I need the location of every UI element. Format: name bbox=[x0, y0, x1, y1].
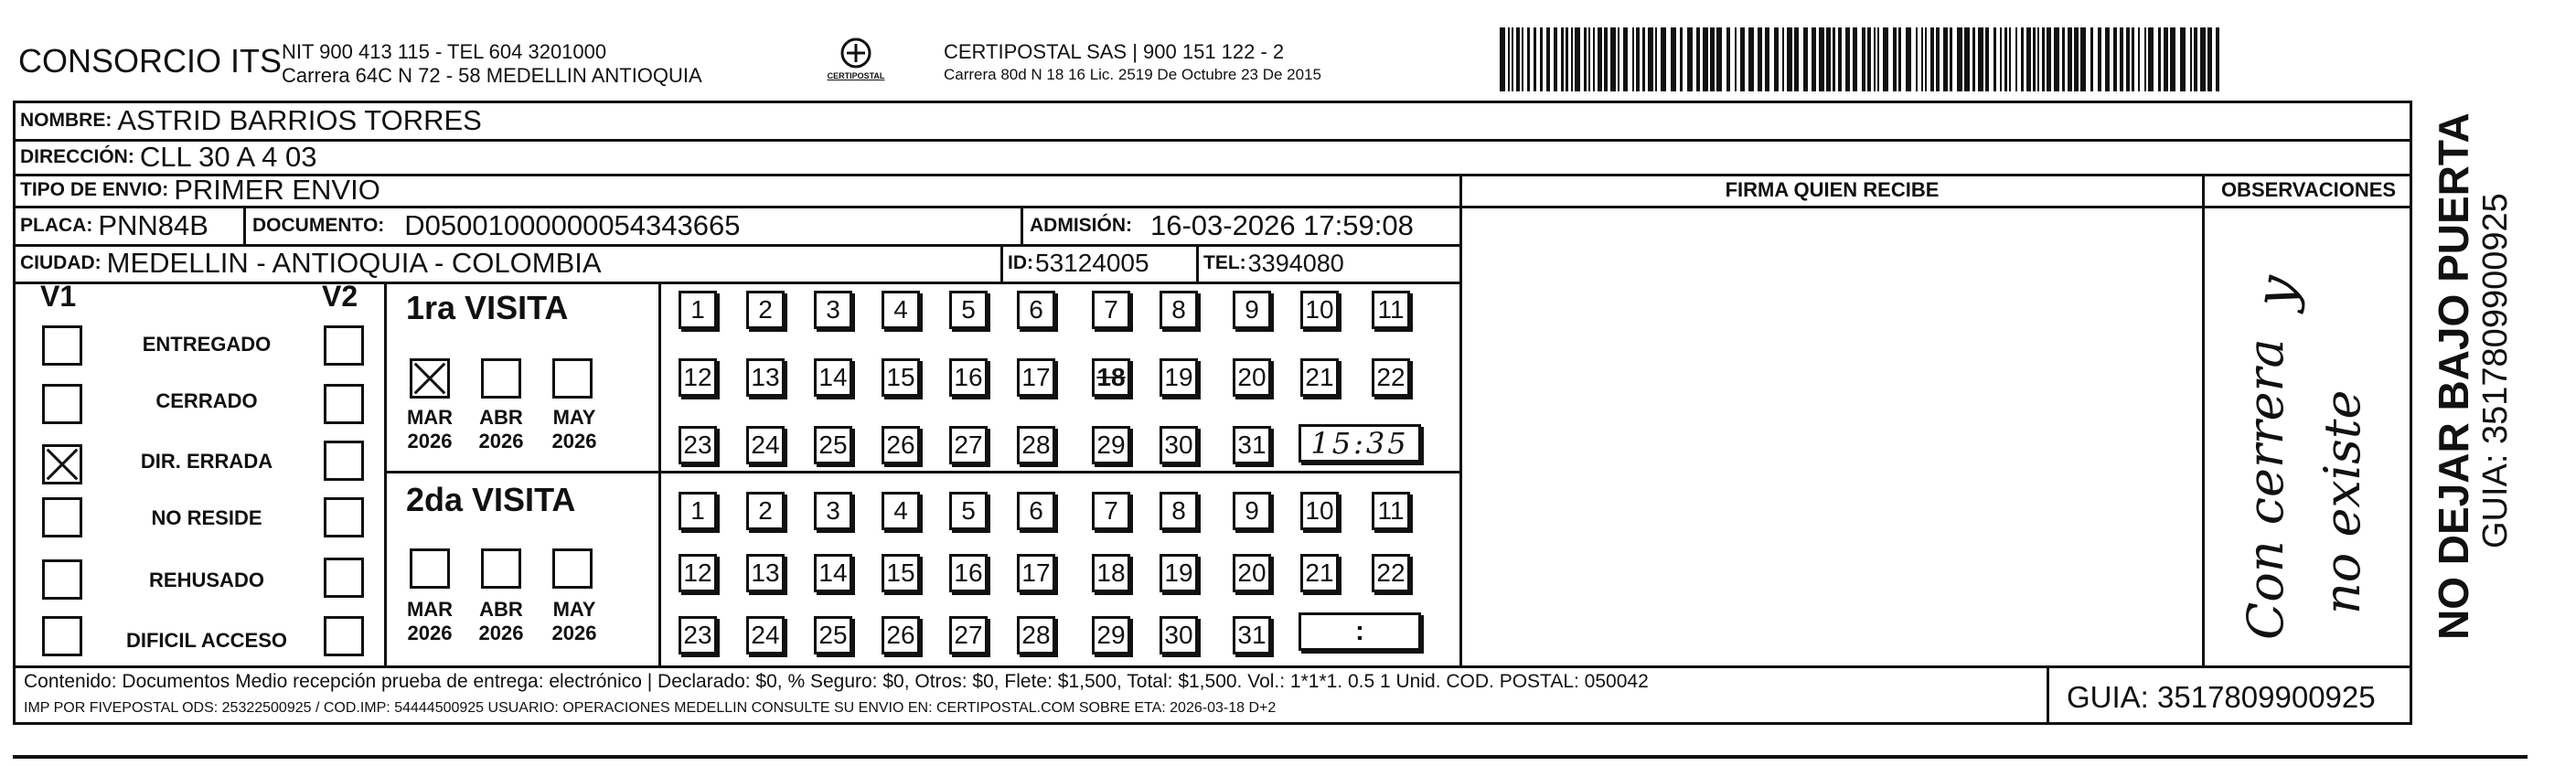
visit2-day-12[interactable]: 12 bbox=[679, 554, 717, 592]
barcode-bar bbox=[1588, 27, 1590, 91]
barcode-bar bbox=[2026, 27, 2031, 91]
tipo-envio-value: PRIMER ENVIO bbox=[174, 174, 380, 206]
visit1-time-box[interactable] bbox=[1299, 424, 1421, 463]
visit2-time-value: : bbox=[1355, 616, 1364, 646]
barcode-bar bbox=[1500, 27, 1505, 91]
barcode-bar bbox=[1867, 27, 1871, 91]
barcode-bar bbox=[1936, 27, 1940, 91]
barcode-bar bbox=[1964, 27, 1970, 91]
barcode-bar bbox=[2033, 27, 2036, 91]
barcode-bar bbox=[1593, 27, 1595, 91]
logo-text: CERTIPOSTAL bbox=[827, 71, 885, 80]
visit2-day-23[interactable]: 23 bbox=[679, 616, 717, 654]
barcode-bar bbox=[2054, 27, 2059, 91]
barcode-bar bbox=[1655, 27, 1657, 91]
visit1-day-11[interactable]: 11 bbox=[1372, 291, 1410, 329]
barcode-bar bbox=[1874, 27, 1876, 91]
visit2-day-17[interactable]: 17 bbox=[1017, 554, 1055, 592]
observaciones-header: OBSERVACIONES bbox=[2220, 178, 2397, 201]
v2-checkbox-entregado[interactable] bbox=[324, 325, 364, 366]
observaciones-handwritten-line2: no existe bbox=[2314, 389, 2371, 614]
barcode-bar bbox=[1993, 27, 1996, 91]
barcode-bar bbox=[2200, 27, 2206, 91]
barcode-bar bbox=[2009, 27, 2011, 91]
barcode-bar bbox=[1696, 27, 1700, 91]
barcode-bar bbox=[2113, 27, 2117, 91]
barcode-bar bbox=[1972, 27, 1975, 91]
barcode-bar bbox=[2164, 27, 2168, 91]
carrier-address-line: Carrera 80d N 18 16 Lic. 2519 De Octubre 23 De 2015 bbox=[944, 66, 1321, 83]
visit2-month-abr-checkbox[interactable] bbox=[481, 548, 521, 589]
barcode-bar bbox=[1916, 27, 1918, 91]
barcode-bar bbox=[2144, 27, 2146, 91]
barcode-bar bbox=[1710, 27, 1715, 91]
barcode-bar bbox=[1812, 27, 1816, 91]
barcode-bar bbox=[1618, 27, 1619, 91]
v1-checkbox-cerrado[interactable] bbox=[42, 384, 82, 424]
barcode-bar bbox=[1527, 27, 1530, 91]
v2-checkbox-no-reside[interactable] bbox=[324, 497, 364, 537]
visit1-day-25[interactable]: 25 bbox=[814, 426, 852, 464]
barcode-bar bbox=[1787, 27, 1792, 91]
status-cerrado: CERRADO bbox=[155, 389, 258, 412]
barcode-bar bbox=[2080, 27, 2086, 91]
footer-print-line: IMP POR FIVEPOSTAL ODS: 25322500925 / COD.IMP: 54444500925 USUARIO: OPERACIONES MEDELLIN CONSULTE SU ENVIO EN: CERTIPOSTAL.COM SOBRE ETA: 2026-03-18 D+2 bbox=[24, 700, 1277, 716]
v1-checkbox-entregado[interactable] bbox=[42, 325, 82, 366]
company-address-line: Carrera 64C N 72 - 58 MEDELLIN ANTIOQUIA bbox=[282, 64, 702, 87]
visit2-day-8[interactable]: 8 bbox=[1160, 492, 1198, 530]
barcode-bar bbox=[2148, 27, 2154, 91]
v2-checkbox-rehusado[interactable] bbox=[324, 558, 364, 598]
visit2-day-9[interactable]: 9 bbox=[1233, 492, 1271, 530]
barcode-bar bbox=[1925, 27, 1927, 91]
visit2-day-15[interactable]: 15 bbox=[882, 554, 920, 592]
admision-value: 16-03-2026 17:59:08 bbox=[1150, 208, 1414, 241]
barcode-bar bbox=[1943, 27, 1948, 91]
visit1-day-4[interactable]: 4 bbox=[882, 291, 920, 329]
barcode-bar bbox=[2126, 27, 2130, 91]
visit1-day-20[interactable]: 20 bbox=[1233, 358, 1271, 397]
barcode-bar bbox=[1571, 27, 1573, 91]
barcode-bar bbox=[1726, 27, 1730, 91]
ciudad-label: CIUDAD: bbox=[20, 252, 102, 273]
barcode-bar bbox=[1648, 27, 1653, 91]
barcode-bar bbox=[1610, 27, 1616, 91]
barcode-bar bbox=[1522, 27, 1523, 91]
visit1-day-16[interactable]: 16 bbox=[949, 358, 988, 397]
visit2-year-mar: 2026 bbox=[407, 622, 453, 644]
barcode-bar bbox=[2158, 27, 2161, 91]
visit1-day-8[interactable]: 8 bbox=[1160, 291, 1198, 329]
visit1-day-10[interactable]: 10 bbox=[1300, 291, 1339, 329]
visit1-day-14[interactable]: 14 bbox=[814, 358, 852, 397]
visit2-year-may: 2026 bbox=[551, 622, 597, 644]
barcode-bar bbox=[1819, 27, 1824, 91]
visit2-month-mar-checkbox[interactable] bbox=[410, 548, 450, 589]
visit1-time-value: 15:35 bbox=[1310, 426, 1409, 461]
barcode-bar bbox=[1512, 27, 1513, 91]
barcode-bar bbox=[1554, 27, 1557, 91]
visit1-day-27[interactable]: 27 bbox=[949, 426, 988, 464]
visit2-day-20[interactable]: 20 bbox=[1233, 554, 1271, 592]
barcode-bar bbox=[1774, 27, 1779, 91]
visit1-day-17[interactable]: 17 bbox=[1017, 358, 1055, 397]
visit1-day-15[interactable]: 15 bbox=[882, 358, 920, 397]
barcode-bar bbox=[1921, 27, 1923, 91]
barcode-bar bbox=[2068, 27, 2072, 91]
barcode-bar bbox=[1826, 27, 1831, 91]
barcode-bar bbox=[2090, 27, 2093, 91]
barcode-bar bbox=[2216, 27, 2219, 91]
visit2-day-30[interactable]: 30 bbox=[1160, 616, 1198, 654]
barcode-bar bbox=[1566, 27, 1568, 91]
footer-content-line: Contenido: Documentos Medio recepción prueba de entrega: electrónico | Declarado: $0, % Seguro: $0, Otros: $0, Flete: $1,500, Total: $1,500. Vol.: 1*1*1. 0.5 1 Unid. COD. POSTAL: 050042 bbox=[24, 671, 1649, 692]
visit1-day-24[interactable]: 24 bbox=[746, 426, 785, 464]
barcode-bar bbox=[1540, 27, 1543, 91]
barcode-bar bbox=[2000, 27, 2002, 91]
signature-area[interactable] bbox=[1463, 208, 2200, 664]
barcode-bar bbox=[2015, 27, 2017, 91]
visit2-month-mar: MAR bbox=[406, 598, 454, 621]
tel-value: 3394080 bbox=[1247, 249, 1344, 277]
visit1-month-mar: MAR bbox=[406, 406, 454, 429]
status-no-reside: NO RESIDE bbox=[151, 506, 262, 529]
barcode-bar bbox=[2004, 27, 2007, 91]
barcode-bar bbox=[1623, 27, 1628, 91]
barcode-bar bbox=[1508, 27, 1510, 91]
barcode-bar bbox=[2074, 27, 2079, 91]
visit1-day-31[interactable]: 31 bbox=[1233, 426, 1271, 464]
barcode-bar bbox=[1794, 27, 1799, 91]
barcode-bar bbox=[1748, 27, 1754, 91]
barcode-bar bbox=[1906, 27, 1911, 91]
visit1-day-18[interactable]: 18 bbox=[1092, 358, 1130, 397]
carrier-name-line: CERTIPOSTAL SAS | 900 151 122 - 2 bbox=[944, 40, 1285, 63]
admision-label: ADMISIÓN: bbox=[1030, 214, 1132, 236]
barcode-bar bbox=[1833, 27, 1835, 91]
visit2-day-11[interactable]: 11 bbox=[1372, 492, 1410, 530]
barcode-bar bbox=[1845, 27, 1850, 91]
barcode-bar bbox=[1853, 27, 1857, 91]
visit1-year-may: 2026 bbox=[551, 430, 597, 452]
visit1-title: 1ra VISITA bbox=[406, 289, 569, 326]
visit1-day-2[interactable]: 2 bbox=[746, 291, 785, 329]
visit1-day-22[interactable]: 22 bbox=[1372, 358, 1410, 397]
visit2-day-1[interactable]: 1 bbox=[679, 492, 717, 530]
barcode-bar bbox=[1862, 27, 1865, 91]
documento-label: DOCUMENTO: bbox=[252, 214, 385, 236]
barcode-bar bbox=[1838, 27, 1842, 91]
barcode-bar bbox=[1534, 27, 1536, 91]
visit2-month-abr: ABR bbox=[479, 598, 523, 621]
visit2-day-13[interactable]: 13 bbox=[746, 554, 785, 592]
barcode-bar bbox=[1561, 27, 1564, 91]
barcode-bar bbox=[1985, 27, 1989, 91]
observaciones-handwritten-mark: y bbox=[2242, 271, 2311, 314]
company-name: CONSORCIO ITS bbox=[18, 42, 283, 80]
direccion-value: CLL 30 A 4 03 bbox=[139, 140, 317, 173]
visit1-month-abr-checkbox[interactable] bbox=[481, 358, 521, 399]
visit2-day-2[interactable]: 2 bbox=[746, 492, 785, 530]
barcode-bar bbox=[2180, 27, 2186, 91]
barcode-bar bbox=[1957, 27, 1962, 91]
id-label: ID: bbox=[1008, 252, 1033, 273]
barcode-bar bbox=[1950, 27, 1952, 91]
bottom-rule bbox=[13, 755, 2528, 759]
side-guia: GUIA: 3517809900925 bbox=[2476, 193, 2515, 548]
status-rehusado: REHUSADO bbox=[149, 569, 264, 591]
v2-checkbox-dir-errada[interactable] bbox=[324, 441, 364, 481]
barcode-bar bbox=[1877, 27, 1879, 91]
certipostal-logo bbox=[819, 37, 893, 88]
visit2-day-6[interactable]: 6 bbox=[1017, 492, 1055, 530]
barcode-bar bbox=[1893, 27, 1897, 91]
barcode-bar bbox=[1716, 27, 1722, 91]
v2-checkbox-dificil-acceso[interactable] bbox=[324, 616, 364, 656]
barcode-bar bbox=[1636, 27, 1640, 91]
barcode-bar bbox=[1575, 27, 1580, 91]
footer-guia: GUIA: 3517809900925 bbox=[2067, 680, 2376, 714]
barcode-bar bbox=[1632, 27, 1634, 91]
visit1-month-abr: ABR bbox=[479, 406, 523, 429]
placa-value: PNN84B bbox=[98, 208, 208, 241]
tel-label: TEL: bbox=[1203, 252, 1246, 273]
barcode-bar bbox=[1703, 27, 1708, 91]
barcode-bar bbox=[2138, 27, 2140, 91]
barcode-bar bbox=[1661, 27, 1666, 91]
visit2-day-4[interactable]: 4 bbox=[882, 492, 920, 530]
barcode-bar bbox=[1758, 27, 1762, 91]
visit2-day-16[interactable]: 16 bbox=[949, 554, 988, 592]
visit2-month-may-checkbox[interactable] bbox=[552, 548, 593, 589]
nombre-value: ASTRID BARRIOS TORRES bbox=[117, 104, 482, 136]
visit1-day-29[interactable]: 29 bbox=[1092, 426, 1130, 464]
barcode-bar bbox=[2037, 27, 2039, 91]
visit2-day-27[interactable]: 27 bbox=[949, 616, 988, 654]
visit2-time-box[interactable] bbox=[1299, 612, 1421, 651]
visit1-month-may: MAY bbox=[552, 406, 596, 429]
visit1-day-1[interactable]: 1 bbox=[679, 291, 717, 329]
barcode-bar bbox=[2207, 27, 2212, 91]
barcode-bar bbox=[2062, 27, 2065, 91]
visit1-day-12[interactable]: 12 bbox=[679, 358, 717, 397]
company-nit-line: NIT 900 413 115 - TEL 604 3201000 bbox=[282, 40, 607, 63]
v1-checkbox-no-reside[interactable] bbox=[42, 497, 82, 537]
barcode-bar bbox=[1735, 27, 1737, 91]
visit2-day-3[interactable]: 3 bbox=[814, 492, 852, 530]
barcode-bar bbox=[2042, 27, 2045, 91]
visit2-day-18[interactable]: 18 bbox=[1092, 554, 1130, 592]
barcode-bar bbox=[1765, 27, 1769, 91]
visit1-day-7[interactable]: 7 bbox=[1092, 291, 1130, 329]
barcode-bar bbox=[1584, 27, 1587, 91]
barcode-bar bbox=[1642, 27, 1645, 91]
visit1-day-5[interactable]: 5 bbox=[949, 291, 988, 329]
barcode-bar bbox=[1740, 27, 1745, 91]
visit1-year-abr: 2026 bbox=[478, 430, 524, 452]
visit2-day-19[interactable]: 19 bbox=[1160, 554, 1198, 592]
barcode-bar bbox=[1671, 27, 1676, 91]
visit1-day-9[interactable]: 9 bbox=[1233, 291, 1271, 329]
v1-header: V1 bbox=[40, 280, 77, 313]
barcode-bar bbox=[2170, 27, 2175, 91]
id-value: 53124005 bbox=[1035, 249, 1149, 277]
barcode-bar bbox=[1883, 27, 1888, 91]
barcode-bar bbox=[2132, 27, 2134, 91]
visit2-day-29[interactable]: 29 bbox=[1092, 616, 1130, 654]
visit1-month-mar-checkbox[interactable] bbox=[410, 358, 450, 399]
direccion-label: DIRECCIÓN: bbox=[20, 145, 134, 167]
observaciones-handwritten-line1: Con cerrera bbox=[2237, 338, 2294, 640]
visit1-day-23[interactable]: 23 bbox=[679, 426, 717, 464]
visit2-day-7[interactable]: 7 bbox=[1092, 492, 1130, 530]
barcode-bar bbox=[1898, 27, 1901, 91]
ciudad-value: MEDELLIN - ANTIOQUIA - COLOMBIA bbox=[106, 247, 602, 279]
visit1-day-28[interactable]: 28 bbox=[1017, 426, 1055, 464]
visit2-month-may: MAY bbox=[552, 598, 596, 621]
barcode-bar bbox=[2021, 27, 2024, 91]
barcode-bar bbox=[1546, 27, 1550, 91]
visit1-day-21[interactable]: 21 bbox=[1300, 358, 1339, 397]
visit1-year-mar: 2026 bbox=[407, 430, 453, 452]
tipo-envio-label: TIPO DE ENVIO: bbox=[20, 179, 169, 200]
visit1-day-13[interactable]: 13 bbox=[746, 358, 785, 397]
barcode-bar bbox=[1680, 27, 1683, 91]
barcode-bar bbox=[1604, 27, 1608, 91]
v1-checkbox-dir-errada[interactable] bbox=[42, 444, 82, 484]
side-warning: NO DEJAR BAJO PUERTA bbox=[2430, 112, 2477, 640]
status-dir-errada: DIR. ERRADA bbox=[140, 450, 273, 473]
visit2-day-25[interactable]: 25 bbox=[814, 616, 852, 654]
visit2-day-21[interactable]: 21 bbox=[1300, 554, 1339, 592]
visit1-day-6[interactable]: 6 bbox=[1017, 291, 1055, 329]
nombre-label: NOMBRE: bbox=[20, 110, 112, 131]
barcode-bar bbox=[2190, 27, 2192, 91]
visit1-day-19[interactable]: 19 bbox=[1160, 358, 1198, 397]
v1-checkbox-dificil-acceso[interactable] bbox=[42, 616, 82, 656]
v2-header: V2 bbox=[322, 280, 358, 313]
barcode-bar bbox=[1930, 27, 1934, 91]
barcode-bar bbox=[1978, 27, 1983, 91]
documento-value: D05001000000054343665 bbox=[404, 208, 741, 241]
barcode-bar bbox=[1782, 27, 1784, 91]
visit2-day-5[interactable]: 5 bbox=[949, 492, 988, 530]
barcode-bar bbox=[2120, 27, 2123, 91]
visit2-day-26[interactable]: 26 bbox=[882, 616, 920, 654]
barcode-bar bbox=[1803, 27, 1808, 91]
barcode-bar bbox=[1598, 27, 1602, 91]
visit2-day-28[interactable]: 28 bbox=[1017, 616, 1055, 654]
visit2-day-10[interactable]: 10 bbox=[1300, 492, 1339, 530]
visit1-day-3[interactable]: 3 bbox=[814, 291, 852, 329]
visit2-day-31[interactable]: 31 bbox=[1233, 616, 1271, 654]
barcode-bar bbox=[2105, 27, 2110, 91]
barcode-bar bbox=[2098, 27, 2101, 91]
placa-label: PLACA: bbox=[20, 214, 93, 236]
status-dificil-acceso: DIFICIL ACCESO bbox=[125, 629, 287, 652]
status-entregado: ENTREGADO bbox=[142, 333, 272, 356]
visit2-day-14[interactable]: 14 bbox=[814, 554, 852, 592]
barcode-bar bbox=[1516, 27, 1520, 91]
firma-header: FIRMA QUIEN RECIBE bbox=[1725, 178, 1940, 201]
visit2-year-abr: 2026 bbox=[478, 622, 524, 644]
visit2-title: 2da VISITA bbox=[406, 481, 576, 518]
barcode bbox=[1496, 27, 2228, 91]
v1-checkbox-rehusado[interactable] bbox=[42, 559, 82, 600]
barcode-bar bbox=[1687, 27, 1693, 91]
visit2-day-24[interactable]: 24 bbox=[746, 616, 785, 654]
visit1-month-may-checkbox[interactable] bbox=[552, 358, 593, 399]
visit1-day-30[interactable]: 30 bbox=[1160, 426, 1198, 464]
barcode-bar bbox=[2047, 27, 2051, 91]
barcode-bar bbox=[2194, 27, 2197, 91]
visit1-day-26[interactable]: 26 bbox=[882, 426, 920, 464]
v2-checkbox-cerrado[interactable] bbox=[324, 384, 364, 424]
visit2-day-22[interactable]: 22 bbox=[1372, 554, 1410, 592]
